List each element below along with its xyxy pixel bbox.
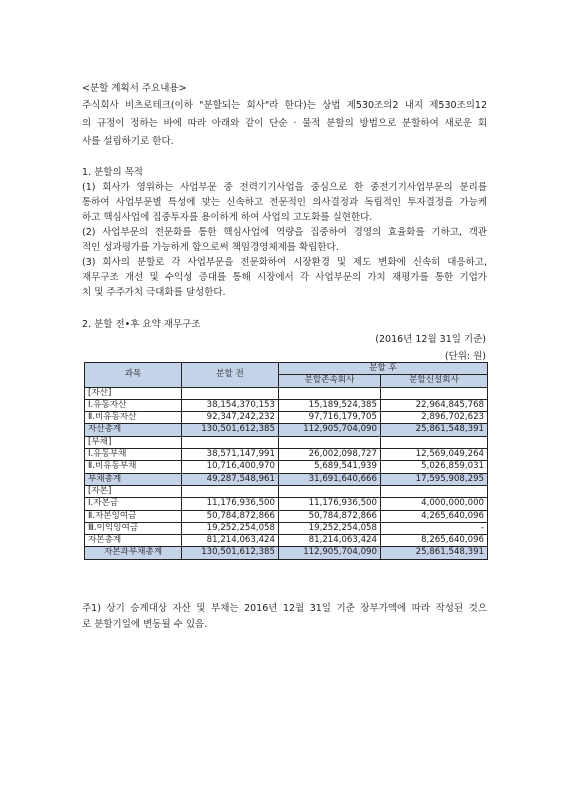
value-surviving: 15,189,524,385 [279, 399, 381, 411]
section-2-title: 2. 분할 전•후 요약 재무구조 [82, 319, 201, 330]
heading: <분할 계획서 주요내용> [82, 83, 187, 94]
value-new: 4,000,000,000 [381, 498, 488, 510]
row-label: [자산] [85, 387, 182, 399]
footnote-line-2: 로 분할기일에 변동될 수 있음. [82, 619, 208, 630]
row-label: [자본] [85, 485, 182, 497]
header-before-split: 분할 전 [182, 363, 279, 388]
date-note: (2016년 12월 31일 기준) [375, 334, 486, 345]
table-row [85, 387, 488, 399]
table-row [85, 522, 488, 534]
row-label: Ⅲ.이익잉여금 [85, 522, 182, 534]
value-surviving: 112,905,704,090 [279, 424, 381, 436]
value-surviving: 50,784,872,866 [279, 510, 381, 522]
value-before: 38,154,370,153 [182, 399, 279, 411]
purpose-line-7: 재무구조 개선 및 수익성 증대를 통해 시장에서 각 사업부문의 가치 재평가를 통한 기업가 [82, 272, 487, 283]
value-new: 17,595,908,295 [381, 473, 488, 485]
value-before: 49,287,548,961 [182, 473, 279, 485]
purpose-line-6: (3) 회사의 분할로 각 사업부문을 전문화하여 시장환경 및 제도 변화에 신속히 대응하고, [82, 257, 487, 268]
table-row [85, 461, 488, 473]
value-surviving: 5,689,541,939 [279, 461, 381, 473]
financial-structure-table [84, 362, 488, 560]
table-row [85, 535, 488, 547]
row-label: 자본총계 [85, 535, 182, 547]
table-row [85, 498, 488, 510]
intro-line-2: 의 규정이 정하는 바에 따라 아래와 같이 단순 · 물적 분할의 방법으로 분할하여 새로운 회 [82, 118, 487, 129]
empty-cell [182, 387, 279, 399]
table-row [85, 424, 488, 436]
purpose-line-5: 적인 성과평가를 가능하게 함으로써 책임경영체제를 확립한다. [82, 242, 339, 253]
value-surviving: 81,214,063,424 [279, 535, 381, 547]
table-row [85, 547, 488, 559]
value-before: 19,252,254,058 [182, 522, 279, 534]
value-new: 5,026,859,031 [381, 461, 488, 473]
row-label: Ⅱ.비유동자산 [85, 412, 182, 424]
purpose-line-8: 치 및 주주가치 극대화를 달성한다. [82, 287, 226, 298]
value-before: 92,347,242,232 [182, 412, 279, 424]
row-label: Ⅱ.비유동부채 [85, 461, 182, 473]
value-before: 130,501,612,385 [182, 547, 279, 559]
header-surviving-company: 분할존속회사 [279, 375, 381, 387]
value-surviving: 26,002,098,727 [279, 449, 381, 461]
row-label: 자산총계 [85, 424, 182, 436]
header-new-company: 분할신설회사 [381, 375, 488, 387]
value-new: 12,569,049,264 [381, 449, 488, 461]
table-row [85, 436, 488, 448]
value-new: 25,861,548,391 [381, 424, 488, 436]
value-new: 2,896,702,623 [381, 412, 488, 424]
purpose-line-3: 하고 핵심사업에 집중투자를 용이하게 하여 사업의 고도화를 실현한다. [82, 212, 373, 223]
value-surviving: 97,716,179,705 [279, 412, 381, 424]
value-new: 8,265,640,096 [381, 535, 488, 547]
empty-cell [279, 436, 381, 448]
value-before: 11,176,936,500 [182, 498, 279, 510]
row-label: 자본과부채총계 [85, 547, 182, 559]
header-item: 과목 [85, 363, 182, 388]
row-label: [부채] [85, 436, 182, 448]
header-after-split: 분할 후 [279, 363, 488, 375]
purpose-line-4: (2) 사업부문의 전문화를 통한 핵심사업에 역량을 집중하여 경영의 효율화를 기하고, 객관 [82, 227, 487, 238]
value-before: 130,501,612,385 [182, 424, 279, 436]
purpose-line-1: (1) 회사가 영위하는 사업부문 중 전력기기사업을 중심으로 한 중전기기사업부문의 분리를 [82, 182, 487, 193]
value-before: 10,716,400,970 [182, 461, 279, 473]
value-new: 22,964,845,768 [381, 399, 488, 411]
unit-note: (단위: 원) [444, 351, 486, 362]
row-label: Ⅰ.자본금 [85, 498, 182, 510]
row-label: 부채총계 [85, 473, 182, 485]
intro-line-3: 사를 설립하기로 한다. [82, 136, 174, 147]
empty-cell [381, 485, 488, 497]
empty-cell [182, 485, 279, 497]
intro-line-1: 주식회사 비츠로테크(이하 "분할되는 회사"라 한다)는 상법 제530조의2 내지 제530조의12 [82, 100, 487, 111]
table-row [85, 412, 488, 424]
value-before: 50,784,872,866 [182, 510, 279, 522]
table-body [85, 387, 488, 559]
value-new: - [381, 522, 488, 534]
row-label: Ⅱ.자본잉여금 [85, 510, 182, 522]
value-new: 25,861,548,391 [381, 547, 488, 559]
value-before: 38,571,147,991 [182, 449, 279, 461]
value-surviving: 11,176,936,500 [279, 498, 381, 510]
table-row [85, 485, 488, 497]
empty-cell [381, 436, 488, 448]
value-surviving: 31,691,640,666 [279, 473, 381, 485]
table-row [85, 449, 488, 461]
empty-cell [279, 485, 381, 497]
value-surviving: 112,905,704,090 [279, 547, 381, 559]
row-label: Ⅰ.유동자산 [85, 399, 182, 411]
section-1-title: 1. 분할의 목적 [82, 167, 143, 178]
table-row [85, 473, 488, 485]
value-surviving: 19,252,254,058 [279, 522, 381, 534]
table-row [85, 510, 488, 522]
footnote-line-1: 주1) 상기 승계대상 자산 및 부채는 2016년 12월 31일 기준 장부가액에 따라 작성된 것으 [82, 603, 487, 614]
row-label: Ⅰ.유동부채 [85, 449, 182, 461]
value-before: 81,214,063,424 [182, 535, 279, 547]
empty-cell [279, 387, 381, 399]
empty-cell [182, 436, 279, 448]
empty-cell [381, 387, 488, 399]
purpose-line-2: 통하여 사업부문별 특성에 맞는 신속하고 전문적인 의사결정과 독립적인 투자결정을 가능케 [82, 197, 487, 208]
value-new: 4,265,640,096 [381, 510, 488, 522]
table-row [85, 399, 488, 411]
